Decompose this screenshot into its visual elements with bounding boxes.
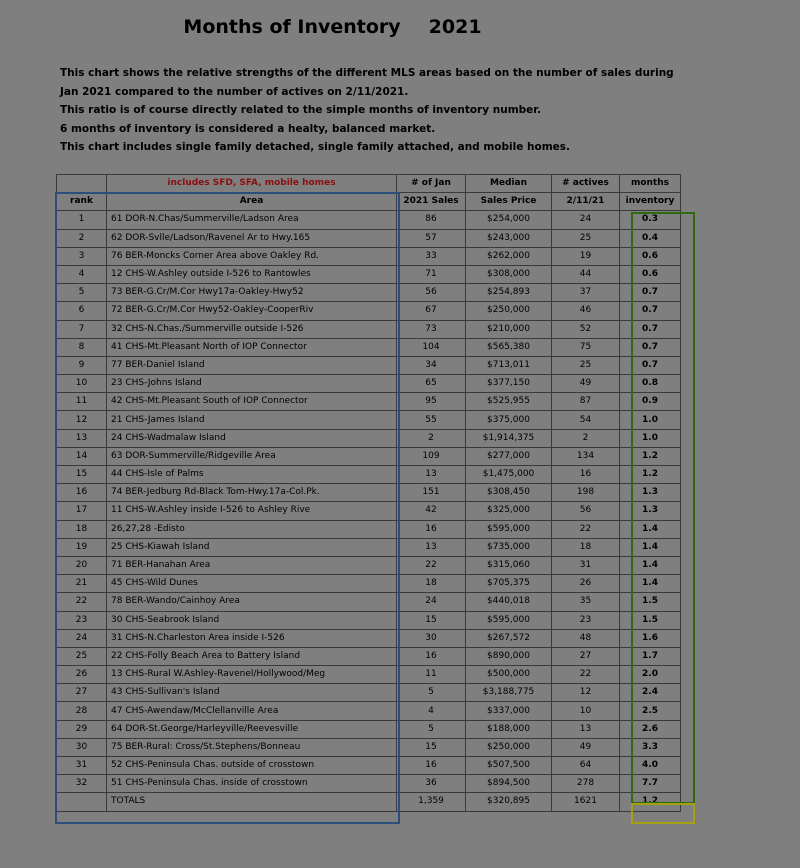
months-cell: 1.2 — [620, 447, 681, 465]
area-cell: 63 DOR-Summerville/Ridgeville Area — [107, 447, 397, 465]
sales-cell: 109 — [397, 447, 466, 465]
table-row — [57, 484, 681, 502]
table-row — [57, 720, 681, 738]
sales-cell: 22 — [397, 556, 466, 574]
actives-cell: 46 — [552, 302, 620, 320]
area-cell: 13 CHS-Rural W.Ashley-Ravenel/Hollywood/Meg — [107, 666, 397, 684]
actives-cell: 134 — [552, 447, 620, 465]
table-row — [57, 684, 681, 702]
rank-cell: 23 — [57, 611, 107, 629]
table-row — [57, 556, 681, 574]
area-cell: 45 CHS-Wild Dunes — [107, 575, 397, 593]
rank-cell: 21 — [57, 575, 107, 593]
rank-cell: 25 — [57, 647, 107, 665]
table-row — [57, 229, 681, 247]
header-months: inventory — [620, 193, 681, 211]
months-cell: 2.6 — [620, 720, 681, 738]
actives-cell: 49 — [552, 738, 620, 756]
inventory-table — [56, 174, 681, 812]
actives-cell: 52 — [552, 320, 620, 338]
price-cell: $735,000 — [466, 538, 552, 556]
table-row — [57, 538, 681, 556]
sales-cell: 65 — [397, 375, 466, 393]
actives-cell: 13 — [552, 720, 620, 738]
actives-cell: 22 — [552, 666, 620, 684]
actives-cell: 25 — [552, 229, 620, 247]
area-cell: 42 CHS-Mt.Pleasant South of IOP Connector — [107, 393, 397, 411]
sales-cell: 16 — [397, 757, 466, 775]
table-row — [57, 575, 681, 593]
rank-cell: 1 — [57, 211, 107, 229]
price-cell: $507,500 — [466, 757, 552, 775]
area-cell: 73 BER-G.Cr/M.Cor Hwy17a-Oakley-Hwy52 — [107, 284, 397, 302]
rank-cell: 8 — [57, 338, 107, 356]
area-cell: 47 CHS-Awendaw/McClellanville Area — [107, 702, 397, 720]
actives-cell: 10 — [552, 702, 620, 720]
actives-cell: 49 — [552, 375, 620, 393]
area-cell: 41 CHS-Mt.Pleasant North of IOP Connector — [107, 338, 397, 356]
sales-cell: 33 — [397, 247, 466, 265]
table-row — [57, 666, 681, 684]
area-cell: 21 CHS-James Island — [107, 411, 397, 429]
months-cell: 1.3 — [620, 484, 681, 502]
sales-cell: 55 — [397, 411, 466, 429]
page-title — [0, 16, 665, 38]
rank-cell: 32 — [57, 775, 107, 793]
area-cell: 72 BER-G.Cr/M.Cor Hwy52-Oakley-CooperRiv — [107, 302, 397, 320]
price-cell: $277,000 — [466, 447, 552, 465]
description-line: This chart includes single family detached, single family attached, and mobile homes. — [60, 141, 570, 153]
table-row — [57, 338, 681, 356]
table-row — [57, 738, 681, 756]
actives-cell: 27 — [552, 647, 620, 665]
sales-cell: 18 — [397, 575, 466, 593]
price-cell: $440,018 — [466, 593, 552, 611]
area-cell: 23 CHS-Johns Island — [107, 375, 397, 393]
totals-row — [57, 793, 681, 811]
table-row — [57, 647, 681, 665]
rank-cell: 16 — [57, 484, 107, 502]
table-row — [57, 611, 681, 629]
sales-cell: 15 — [397, 611, 466, 629]
area-cell: 12 CHS-W.Ashley outside I-526 to Rantowles — [107, 265, 397, 283]
actives-cell: 198 — [552, 484, 620, 502]
price-cell: $377,150 — [466, 375, 552, 393]
rank-cell: 6 — [57, 302, 107, 320]
area-cell: 52 CHS-Peninsula Chas. outside of crosstown — [107, 757, 397, 775]
table-row — [57, 757, 681, 775]
months-cell: 0.6 — [620, 265, 681, 283]
price-cell: $250,000 — [466, 302, 552, 320]
price-cell: $337,000 — [466, 702, 552, 720]
actives-cell: 23 — [552, 611, 620, 629]
sales-cell: 16 — [397, 647, 466, 665]
table-row — [57, 356, 681, 374]
rank-cell: 15 — [57, 466, 107, 484]
months-cell: 1.5 — [620, 593, 681, 611]
months-cell: 1.4 — [620, 538, 681, 556]
actives-cell: 25 — [552, 356, 620, 374]
totals-sales: 1,359 — [397, 793, 466, 811]
price-cell: $254,893 — [466, 284, 552, 302]
price-cell: $254,000 — [466, 211, 552, 229]
area-cell: 30 CHS-Seabrook Island — [107, 611, 397, 629]
description-line: Jan 2021 compared to the number of actives on 2/11/2021. — [60, 85, 409, 98]
table-row — [57, 411, 681, 429]
header-actives: 2/11/21 — [552, 193, 620, 211]
months-cell: 1.2 — [620, 466, 681, 484]
table-row — [57, 302, 681, 320]
area-cell: 44 CHS-Isle of Palms — [107, 466, 397, 484]
months-cell: 0.3 — [620, 211, 681, 229]
actives-cell: 37 — [552, 284, 620, 302]
rank-cell: 2 — [57, 229, 107, 247]
header-actives-top: # actives — [552, 175, 620, 193]
table-row — [57, 520, 681, 538]
rank-cell: 3 — [57, 247, 107, 265]
sales-cell: 73 — [397, 320, 466, 338]
months-cell: 0.6 — [620, 247, 681, 265]
sales-cell: 5 — [397, 720, 466, 738]
months-cell: 3.3 — [620, 738, 681, 756]
sales-cell: 24 — [397, 593, 466, 611]
area-cell: 64 DOR-St.George/Harleyville/Reevesville — [107, 720, 397, 738]
price-cell: $1,475,000 — [466, 466, 552, 484]
rank-cell: 24 — [57, 629, 107, 647]
months-cell: 2.0 — [620, 666, 681, 684]
sales-cell: 4 — [397, 702, 466, 720]
sales-cell: 151 — [397, 484, 466, 502]
area-cell: 78 BER-Wando/Cainhoy Area — [107, 593, 397, 611]
rank-cell: 29 — [57, 720, 107, 738]
includes-note: includes SFD, SFA, mobile homes — [107, 175, 397, 193]
header-months-top: months — [620, 175, 681, 193]
table-row — [57, 393, 681, 411]
table-row — [57, 429, 681, 447]
months-cell: 1.3 — [620, 502, 681, 520]
actives-cell: 35 — [552, 593, 620, 611]
area-cell: 51 CHS-Peninsula Chas. inside of crosstown — [107, 775, 397, 793]
months-cell: 1.0 — [620, 411, 681, 429]
price-cell: $243,000 — [466, 229, 552, 247]
price-cell: $250,000 — [466, 738, 552, 756]
actives-cell: 16 — [552, 466, 620, 484]
area-cell: 61 DOR-N.Chas/Summerville/Ladson Area — [107, 211, 397, 229]
sales-cell: 42 — [397, 502, 466, 520]
rank-cell: 9 — [57, 356, 107, 374]
table-row — [57, 265, 681, 283]
table-row — [57, 702, 681, 720]
sales-cell: 13 — [397, 538, 466, 556]
months-cell: 0.7 — [620, 338, 681, 356]
rank-cell: 22 — [57, 593, 107, 611]
table-row — [57, 284, 681, 302]
rank-cell: 14 — [57, 447, 107, 465]
actives-cell: 64 — [552, 757, 620, 775]
rank-cell: 11 — [57, 393, 107, 411]
description-line: This ratio is of course directly related to the simple months of inventory number. — [60, 104, 541, 116]
actives-cell: 56 — [552, 502, 620, 520]
description — [60, 64, 700, 157]
months-cell: 1.0 — [620, 429, 681, 447]
table-row — [57, 375, 681, 393]
table-row — [57, 629, 681, 647]
sales-cell: 11 — [397, 666, 466, 684]
area-cell: 31 CHS-N.Charleston Area inside I-526 — [107, 629, 397, 647]
price-cell: $595,000 — [466, 520, 552, 538]
area-cell: 71 BER-Hanahan Area — [107, 556, 397, 574]
price-cell: $705,375 — [466, 575, 552, 593]
rank-cell: 18 — [57, 520, 107, 538]
sales-cell: 104 — [397, 338, 466, 356]
header-sales: 2021 Sales — [397, 193, 466, 211]
price-cell: $188,000 — [466, 720, 552, 738]
table-row — [57, 775, 681, 793]
area-cell: 11 CHS-W.Ashley inside I-526 to Ashley Rive — [107, 502, 397, 520]
totals-actives: 1621 — [552, 793, 620, 811]
months-cell: 0.9 — [620, 393, 681, 411]
header-row-top — [57, 175, 681, 193]
months-cell: 0.4 — [620, 229, 681, 247]
area-cell: 62 DOR-Svlle/Ladson/Ravenel Ar to Hwy.165 — [107, 229, 397, 247]
description-line: 6 months of inventory is considered a healty, balanced market. — [60, 122, 436, 135]
price-cell: $3,188,775 — [466, 684, 552, 702]
price-cell: $890,000 — [466, 647, 552, 665]
actives-cell: 19 — [552, 247, 620, 265]
totals-label: TOTALS — [107, 793, 397, 811]
area-cell: 77 BER-Daniel Island — [107, 356, 397, 374]
sales-cell: 13 — [397, 466, 466, 484]
title-year: 2021 — [428, 16, 482, 38]
title-text: Months of Inventory — [183, 16, 401, 38]
rank-cell: 31 — [57, 757, 107, 775]
area-cell: 24 CHS-Wadmalaw Island — [107, 429, 397, 447]
sales-cell: 15 — [397, 738, 466, 756]
months-cell: 1.4 — [620, 520, 681, 538]
price-cell: $308,450 — [466, 484, 552, 502]
sales-cell: 71 — [397, 265, 466, 283]
months-cell: 0.7 — [620, 320, 681, 338]
totals-months: 1.2 — [620, 793, 681, 811]
rank-cell: 20 — [57, 556, 107, 574]
sales-cell: 34 — [397, 356, 466, 374]
table-row — [57, 211, 681, 229]
sales-cell: 56 — [397, 284, 466, 302]
actives-cell: 87 — [552, 393, 620, 411]
rank-cell: 5 — [57, 284, 107, 302]
table-row — [57, 320, 681, 338]
price-cell: $308,000 — [466, 265, 552, 283]
months-cell: 0.7 — [620, 284, 681, 302]
actives-cell: 26 — [552, 575, 620, 593]
actives-cell: 22 — [552, 520, 620, 538]
actives-cell: 54 — [552, 411, 620, 429]
sales-cell: 67 — [397, 302, 466, 320]
months-cell: 2.5 — [620, 702, 681, 720]
actives-cell: 24 — [552, 211, 620, 229]
price-cell: $1,914,375 — [466, 429, 552, 447]
price-cell: $267,572 — [466, 629, 552, 647]
header-rank: rank — [57, 193, 107, 211]
rank-cell: 26 — [57, 666, 107, 684]
area-cell: 26,27,28 -Edisto — [107, 520, 397, 538]
area-cell: 22 CHS-Folly Beach Area to Battery Island — [107, 647, 397, 665]
header-price: Sales Price — [466, 193, 552, 211]
rank-cell: 7 — [57, 320, 107, 338]
header-price-top: Median — [466, 175, 552, 193]
actives-cell: 278 — [552, 775, 620, 793]
table-row — [57, 247, 681, 265]
header-area: Area — [107, 193, 397, 211]
rank-cell: 19 — [57, 538, 107, 556]
sales-cell: 2 — [397, 429, 466, 447]
totals-price: $320,895 — [466, 793, 552, 811]
price-cell: $713,011 — [466, 356, 552, 374]
sales-cell: 86 — [397, 211, 466, 229]
actives-cell: 75 — [552, 338, 620, 356]
rank-cell: 4 — [57, 265, 107, 283]
sales-cell: 16 — [397, 520, 466, 538]
price-cell: $500,000 — [466, 666, 552, 684]
actives-cell: 48 — [552, 629, 620, 647]
sales-cell: 36 — [397, 775, 466, 793]
area-cell: 32 CHS-N.Chas./Summerville outside I-526 — [107, 320, 397, 338]
header-blank — [57, 175, 107, 193]
rank-cell: 27 — [57, 684, 107, 702]
months-cell: 0.7 — [620, 302, 681, 320]
table-row — [57, 466, 681, 484]
area-cell: 76 BER-Moncks Corner Area above Oakley Rd. — [107, 247, 397, 265]
sales-cell: 95 — [397, 393, 466, 411]
rank-cell: 30 — [57, 738, 107, 756]
actives-cell: 31 — [552, 556, 620, 574]
area-cell: 43 CHS-Sullivan's Island — [107, 684, 397, 702]
rank-cell: 28 — [57, 702, 107, 720]
table-row — [57, 447, 681, 465]
price-cell: $210,000 — [466, 320, 552, 338]
price-cell: $262,000 — [466, 247, 552, 265]
actives-cell: 18 — [552, 538, 620, 556]
table-row — [57, 593, 681, 611]
months-cell: 4.0 — [620, 757, 681, 775]
area-cell: 75 BER-Rural: Cross/St.Stephens/Bonneau — [107, 738, 397, 756]
rank-cell: 17 — [57, 502, 107, 520]
sales-cell: 57 — [397, 229, 466, 247]
price-cell: $325,000 — [466, 502, 552, 520]
price-cell: $894,500 — [466, 775, 552, 793]
rank-cell: 13 — [57, 429, 107, 447]
months-cell: 1.6 — [620, 629, 681, 647]
sales-cell: 5 — [397, 684, 466, 702]
actives-cell: 44 — [552, 265, 620, 283]
actives-cell: 2 — [552, 429, 620, 447]
rank-cell: 12 — [57, 411, 107, 429]
months-cell: 0.7 — [620, 356, 681, 374]
price-cell: $375,000 — [466, 411, 552, 429]
months-cell: 2.4 — [620, 684, 681, 702]
price-cell: $315,060 — [466, 556, 552, 574]
price-cell: $565,380 — [466, 338, 552, 356]
inventory-table-body — [57, 175, 681, 812]
header-row-bottom — [57, 193, 681, 211]
months-cell: 1.4 — [620, 575, 681, 593]
table-row — [57, 502, 681, 520]
months-cell: 0.8 — [620, 375, 681, 393]
price-cell: $525,955 — [466, 393, 552, 411]
totals-rank-cell — [57, 793, 107, 811]
months-cell: 1.4 — [620, 556, 681, 574]
header-sales-top: # of Jan — [397, 175, 466, 193]
actives-cell: 12 — [552, 684, 620, 702]
sales-cell: 30 — [397, 629, 466, 647]
price-cell: $595,000 — [466, 611, 552, 629]
area-cell: 25 CHS-Kiawah Island — [107, 538, 397, 556]
area-cell: 74 BER-Jedburg Rd-Black Tom-Hwy.17a-Col.Pk. — [107, 484, 397, 502]
description-line: This chart shows the relative strengths of the different MLS areas based on the number of sales during — [60, 67, 674, 79]
rank-cell: 10 — [57, 375, 107, 393]
months-cell: 1.5 — [620, 611, 681, 629]
months-cell: 7.7 — [620, 775, 681, 793]
months-cell: 1.7 — [620, 647, 681, 665]
